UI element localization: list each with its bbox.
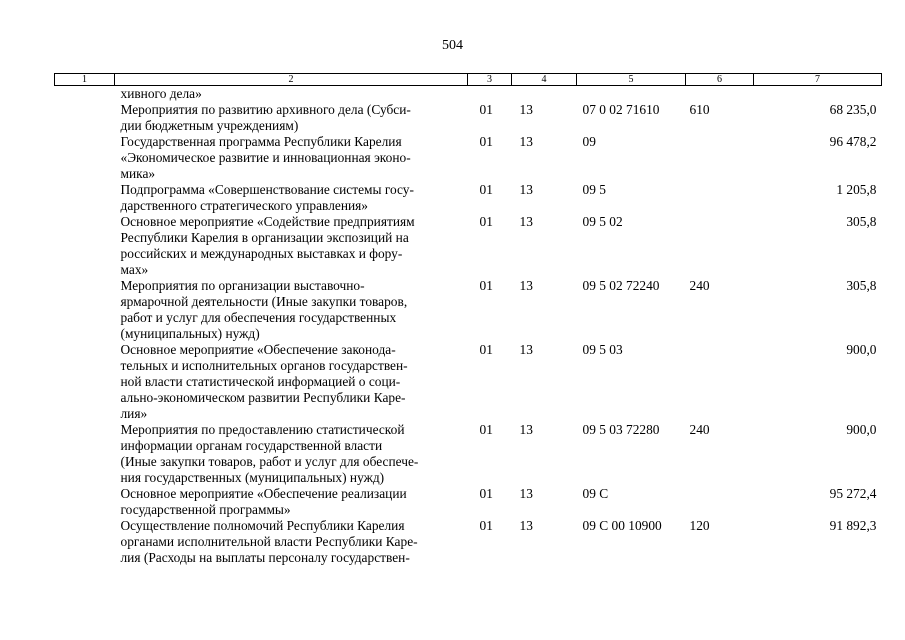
cell-description: Подпрограмма «Совершенствование системы госу- дарственного стратегического управления» <box>120 182 414 213</box>
cell-subsection <box>512 86 577 103</box>
header-col-1: 1 <box>55 74 115 86</box>
table-row <box>55 422 882 486</box>
cell-amount: 305,8 <box>846 214 877 229</box>
cell-description: Мероприятия по предоставлению статистической информации органам государственной власти (Иные закупки товаров, работ и услуг для обеспече- ния государственных (муниципальных) нужд) <box>120 422 419 485</box>
header-col-3: 3 <box>468 74 512 86</box>
cell-col-1 <box>55 422 115 486</box>
header-row <box>55 74 882 86</box>
cell-col-1 <box>55 214 115 278</box>
cell-amount: 900,0 <box>846 422 877 437</box>
cell-amount <box>754 86 882 103</box>
cell-amount: 68 235,0 <box>829 102 877 117</box>
table-row <box>55 86 882 103</box>
cell-target-article: 09 5 02 <box>582 214 623 229</box>
cell-expense-type <box>686 342 754 422</box>
cell-amount: 305,8 <box>846 278 877 293</box>
cell-description: Осуществление полномочий Республики Карелия органами исполнительной власти Республики Каре- лия (Расходы на выплаты персоналу государствен- <box>120 518 418 565</box>
table-row <box>55 486 882 518</box>
cell-subsection: 13 <box>519 342 533 357</box>
cell-target-article: 09 С <box>582 486 609 501</box>
cell-description: Основное мероприятие «Обеспечение законода- тельных и исполнительных органов государствен- ной власти статистической информацией о соци- ально-экономическом развитии Республики Каре- лия» <box>120 342 408 421</box>
cell-section: 01 <box>479 342 493 357</box>
cell-amount: 96 478,2 <box>829 134 877 149</box>
table-row <box>55 518 882 566</box>
cell-expense-type <box>686 134 754 182</box>
cell-col-1 <box>55 486 115 518</box>
cell-expense-type <box>686 182 754 214</box>
cell-col-1 <box>55 86 115 103</box>
cell-description: Основное мероприятие «Обеспечение реализации государственной программы» <box>120 486 407 517</box>
cell-section: 01 <box>479 102 493 117</box>
cell-description: Основное мероприятие «Содействие предприятиям Республики Карелия в организации экспозиций на российских и международных выставках и фору- мах» <box>120 214 415 277</box>
header-col-6: 6 <box>686 74 754 86</box>
cell-section: 01 <box>479 486 493 501</box>
table-header <box>55 74 882 86</box>
header-col-7: 7 <box>754 74 882 86</box>
cell-expense-type: 240 <box>689 278 710 293</box>
cell-expense-type: 240 <box>689 422 710 437</box>
cell-col-1 <box>55 342 115 422</box>
cell-target-article: 09 <box>582 134 596 149</box>
cell-col-1 <box>55 102 115 134</box>
table-row <box>55 278 882 342</box>
cell-section <box>468 86 512 103</box>
cell-target-article: 09 5 03 72280 <box>582 422 660 437</box>
cell-expense-type: 610 <box>689 102 710 117</box>
cell-subsection: 13 <box>519 214 533 229</box>
cell-expense-type: 120 <box>689 518 710 533</box>
cell-section: 01 <box>479 182 493 197</box>
cell-subsection: 13 <box>519 278 533 293</box>
table-row <box>55 182 882 214</box>
cell-description: Мероприятия по развитию архивного дела (Субси- дии бюджетным учреждениям) <box>120 102 411 133</box>
cell-target-article: 09 5 03 <box>582 342 623 357</box>
cell-description: хивного дела» <box>120 86 202 101</box>
cell-amount: 95 272,4 <box>829 486 877 501</box>
cell-col-1 <box>55 134 115 182</box>
cell-section: 01 <box>479 278 493 293</box>
cell-expense-type <box>686 86 754 103</box>
cell-amount: 1 205,8 <box>836 182 877 197</box>
cell-target-article: 07 0 02 71610 <box>582 102 660 117</box>
header-col-4: 4 <box>512 74 577 86</box>
cell-expense-type <box>686 214 754 278</box>
cell-section: 01 <box>479 518 493 533</box>
cell-subsection: 13 <box>519 486 533 501</box>
cell-expense-type <box>686 486 754 518</box>
cell-col-1 <box>55 182 115 214</box>
cell-amount: 900,0 <box>846 342 877 357</box>
budget-table <box>54 73 882 566</box>
cell-col-1 <box>55 518 115 566</box>
cell-subsection: 13 <box>519 182 533 197</box>
cell-target-article: 09 С 00 10900 <box>582 518 662 533</box>
cell-subsection: 13 <box>519 102 533 117</box>
table-row <box>55 214 882 278</box>
cell-subsection: 13 <box>519 134 533 149</box>
page-number: 504 <box>442 38 463 53</box>
cell-subsection: 13 <box>519 422 533 437</box>
table-row <box>55 134 882 182</box>
table-body <box>55 86 882 567</box>
cell-section: 01 <box>479 214 493 229</box>
header-col-5: 5 <box>577 74 686 86</box>
cell-target-article: 09 5 <box>582 182 606 197</box>
cell-description: Мероприятия по организации выставочно- ярмарочной деятельности (Иные закупки товаров, работ и услуг для обеспечения государственных (муниципальных) нужд) <box>120 278 408 341</box>
cell-target-article <box>577 86 686 103</box>
cell-amount: 91 892,3 <box>829 518 877 533</box>
cell-description: Государственная программа Республики Карелия «Экономическое развитие и инновационная эконо- мика» <box>120 134 411 181</box>
header-col-2: 2 <box>115 74 468 86</box>
cell-section: 01 <box>479 422 493 437</box>
table-row <box>55 342 882 422</box>
cell-target-article: 09 5 02 72240 <box>582 278 660 293</box>
table-row <box>55 102 882 134</box>
cell-subsection: 13 <box>519 518 533 533</box>
cell-section: 01 <box>479 134 493 149</box>
cell-col-1 <box>55 278 115 342</box>
